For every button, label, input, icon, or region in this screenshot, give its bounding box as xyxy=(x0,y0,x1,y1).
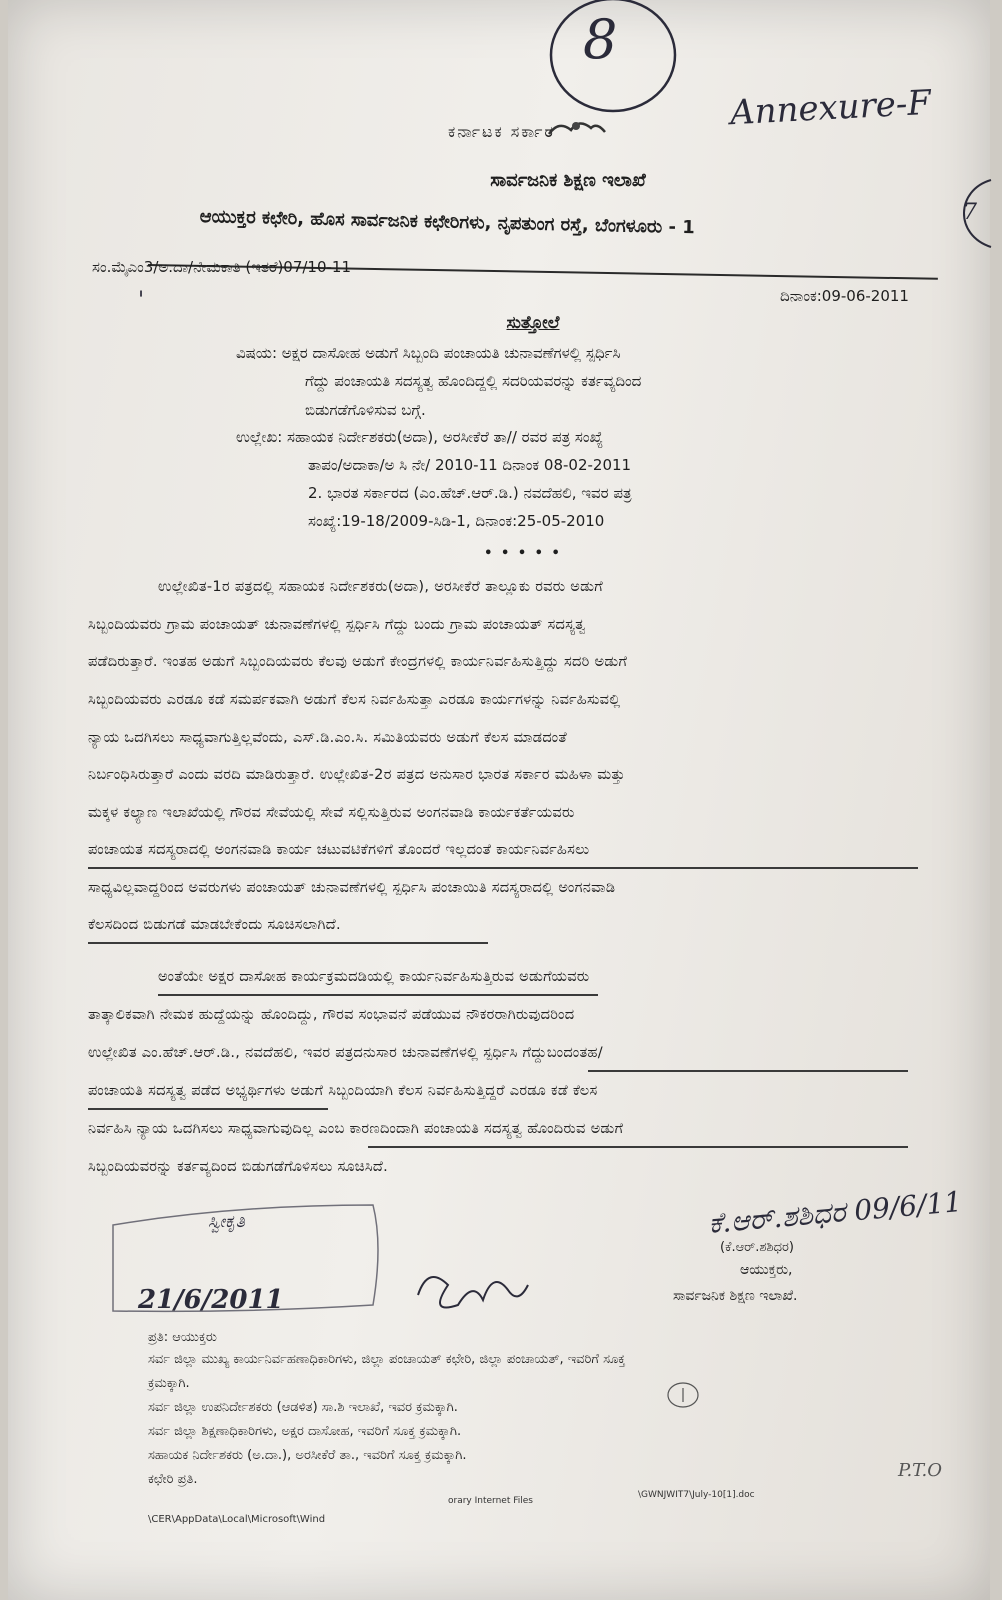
pen-mark: ' xyxy=(138,288,145,313)
footer-path-mid: orary Internet Files xyxy=(448,1496,533,1506)
circular-date: ದಿನಾಂಕ:09-06-2011 xyxy=(780,287,909,305)
para1-line-6: ನಿರ್ಬಂಧಿಸಿರುತ್ತಾರೆ ಎಂದು ವರದಿ ಮಾಡಿರುತ್ತಾರೆ. ಉಲ್ಲೇಖಿತ-2ರ ಪತ್ರದ ಅನುಸಾರ ಭಾರತ ಸರ್ಕಾರ ಮಹಿಳಾ ಮತ್ತು xyxy=(88,767,626,783)
document-page xyxy=(8,0,990,1600)
distribution-line-1: ಪ್ರತಿ: ಆಯುಕ್ತರು xyxy=(148,1330,217,1345)
page-turn-note: P.T.O xyxy=(898,1460,943,1481)
initials-scribble xyxy=(408,1255,538,1325)
side-mark-number: 7 xyxy=(963,200,977,225)
subject-line-2: ಗೆದ್ದು ಪಂಚಾಯತಿ ಸದಸ್ಯತ್ವ ಹೊಂದಿದ್ದಲ್ಲಿ ಸದರಿಯವರನ್ನು ಕರ್ತವ್ಯದಿಂದ xyxy=(305,372,642,390)
para2-line-1: ಅಂತೆಯೇ ಅಕ್ಷರ ದಾಸೋಹ ಕಾರ್ಯಕ್ರಮದಡಿಯಲ್ಲಿ ಕಾರ್ಯನಿರ್ವಹಿಸುತ್ತಿರುವ ಅಡುಗೆಯವರು xyxy=(158,969,590,985)
footer-path-left: \CER\AppData\Local\Microsoft\Wind xyxy=(148,1514,326,1525)
distribution-line-7: ಕಛೇರಿ ಪ್ರತಿ. xyxy=(148,1472,198,1487)
para2-line-6: ಸಿಬ್ಬಂದಿಯವರನ್ನು ಕರ್ತವ್ಯದಿಂದ ಬಿಡುಗಡೆಗೊಳಿಸಲು ಸೂಚಿಸಿದೆ. xyxy=(88,1159,388,1175)
para1-underline-a xyxy=(88,942,488,944)
para1-line-8: ಪಂಚಾಯತ ಸದಸ್ಯರಾದಲ್ಲಿ ಅಂಗನವಾಡಿ ಕಾರ್ಯ ಚಟುವಟಿಕೆಗಳಿಗೆ ತೊಂದರೆ ಇಲ್ಲದಂತೆ ಕಾರ್ಯನಿರ್ವಹಿಸಲು xyxy=(88,842,590,858)
received-stamp-date: 21/6/2011 xyxy=(138,1285,284,1315)
reference-line-4: ಸಂಖ್ಯೆ:19-18/2009-ಸಿಡಿ-1, ದಿನಾಂಕ:25-05-2010 xyxy=(308,512,605,530)
commissioner-signature: ಕೆ.ಆರ್.ಶಶಿಧರ 09/6/11 xyxy=(707,1184,964,1241)
para2-underline-c xyxy=(88,1108,328,1110)
reference-line-1: ಉಲ್ಲೇಖ: ಸಹಾಯಕ ನಿರ್ದೇಶಕರು(ಅದಾ), ಅರಸೀಕೆರೆ ತಾ// ರವರ ಪತ್ರ ಸಂಖ್ಯೆ xyxy=(236,428,604,446)
para2-underline-a xyxy=(158,994,598,996)
para1-line-9: ಸಾಧ್ಯವಿಲ್ಲವಾದ್ದರಿಂದ ಅವರುಗಳು ಪಂಚಾಯತ್ ಚುನಾವಣೆಗಳಲ್ಲಿ ಸ್ಪರ್ಧಿಸಿ ಪಂಚಾಯಿತಿ ಸದಸ್ಯರಾದಲ್ಲಿ ಅಂಗನವಾಡಿ xyxy=(88,880,616,896)
separator-dots: • • • • • xyxy=(484,546,562,561)
distribution-line-2: ಸರ್ವ ಜಿಲ್ಲಾ ಮುಖ್ಯ ಕಾರ್ಯನಿರ್ವಹಣಾಧಿಕಾರಿಗಳು, ಜಿಲ್ಲಾ ಪಂಚಾಯತ್ ಕಛೇರಿ, ಜಿಲ್ಲಾ ಪಂಚಾಯತ್, ಇವರಿಗೆ ಸೂಕ್ತ xyxy=(148,1352,626,1367)
para1-underline-b xyxy=(88,867,918,869)
reference-line-3: 2. ಭಾರತ ಸರ್ಕಾರದ (ಎಂ.ಹೆಚ್.ಆರ್.ಡಿ.) ನವದೆಹಲಿ, ಇವರ ಪತ್ರ xyxy=(308,484,632,502)
emblem-icon xyxy=(541,114,611,146)
distribution-line-5: ಸರ್ವ ಜಿಲ್ಲಾ ಶಿಕ್ಷಣಾಧಿಕಾರಿಗಳು, ಅಕ್ಷರ ದಾಸೋಹ, ಇವರಿಗೆ ಸೂಕ್ತ ಕ್ರಮಕ್ಕಾಗಿ. xyxy=(148,1424,462,1439)
para2-underline-b xyxy=(588,1070,908,1072)
header-department: ಸಾರ್ವಜನಿಕ ಶಿಕ್ಷಣ ಇಲಾಖೆ xyxy=(490,170,646,191)
distribution-line-3: ಕ್ರಮಕ್ಕಾಗಿ. xyxy=(148,1376,190,1391)
para2-line-5: ನಿರ್ವಹಿಸಿ ನ್ಯಾಯ ಒದಗಿಸಲು ಸಾಧ್ಯವಾಗುವುದಿಲ್ಲ ಎಂಬ ಕಾರಣದಿಂದಾಗಿ ಪಂಚಾಯತಿ ಸದಸ್ಯತ್ವ ಹೊಂದಿರುವ ಅಡುಗೆ xyxy=(88,1121,624,1137)
footer-path-right: \GWNJWIT7\July-10[1].doc xyxy=(638,1490,755,1500)
distribution-line-4: ಸರ್ವ ಜಿಲ್ಲಾ ಉಪನಿರ್ದೇಶಕರು (ಆಡಳಿತ) ಸಾ.ಶಿ ಇಲಾಖೆ, ಇವರ ಕ್ರಮಕ್ಕಾಗಿ. xyxy=(148,1400,458,1415)
para1-line-3: ಪಡೆದಿರುತ್ತಾರೆ. ಇಂತಹ ಅಡುಗೆ ಸಿಬ್ಬಂದಿಯವರು ಕೆಲವು ಅಡುಗೆ ಕೇಂದ್ರಗಳಲ್ಲಿ ಕಾರ್ಯನಿರ್ವಹಿಸುತ್ತಿದ್ದು ಸದರಿ ಅಡುಗೆ xyxy=(88,654,628,670)
reference-line-2: ತಾಪಂ/ಅದಾಕಾ/ಅ ಸಿ ನೇ/ 2010-11 ದಿನಾಂಕ 08-02-2011 xyxy=(308,456,632,474)
subject-line-1: ವಿಷಯ: ಅಕ್ಷರ ದಾಸೋಹ ಅಡುಗೆ ಸಿಬ್ಬಂದಿ ಪಂಚಾಯತಿ ಚುನಾವಣೆಗಳಲ್ಲಿ ಸ್ಪರ್ಧಿಸಿ xyxy=(236,344,621,362)
header-office-address: ಆಯುಕ್ತರ ಕಛೇರಿ, ಹೊಸ ಸಾರ್ವಜನಿಕ ಕಛೇರಿಗಳು, ನೃಪತುಂಗ ರಸ್ತೆ, ಬೆಂಗಳೂರು - 1 xyxy=(199,206,695,239)
signatory-name: (ಕೆ.ಆರ್.ಶಶಿಧರ) xyxy=(720,1240,794,1255)
signatory-department: ಸಾರ್ವಜನಿಕ ಶಿಕ್ಷಣ ಇಲಾಖೆ. xyxy=(673,1288,798,1304)
signatory-designation: ಆಯುಕ್ತರು, xyxy=(740,1262,793,1278)
para2-line-4: ಪಂಚಾಯತಿ ಸದಸ್ಯತ್ವ ಪಡೆದ ಅಭ್ಯರ್ಥಿಗಳು ಅಡುಗೆ ಸಿಬ್ಬಂದಿಯಾಗಿ ಕೆಲಸ ನಿರ್ವಹಿಸುತ್ತಿದ್ದರೆ ಎರಡೂ ಕಡೆ ಕೆಲಸ xyxy=(88,1083,598,1099)
annexure-label: Annexure-F xyxy=(729,82,932,134)
subject-line-3: ಬಿಡುಗಡೆಗೊಳಿಸುವ ಬಗ್ಗೆ. xyxy=(305,401,426,419)
para2-line-2: ತಾತ್ಕಾಲಿಕವಾಗಿ ನೇಮಕ ಹುದ್ದೆಯನ್ನು ಹೊಂದಿದ್ದು, ಗೌರವ ಸಂಭಾವನೆ ಪಡೆಯುವ ನೌಕರರಾಗಿರುವುದರಿಂದ xyxy=(88,1007,575,1023)
distribution-line-6: ಸಹಾಯಕ ನಿರ್ದೇಶಕರು (ಅ.ದಾ.), ಅರಸೀಕೆರೆ ತಾ., ಇವರಿಗೆ ಸೂಕ್ತ ಕ್ರಮಕ್ಕಾಗಿ. xyxy=(148,1448,467,1463)
top-mark-number: 8 xyxy=(583,8,618,71)
para1-line-7: ಮಕ್ಕಳ ಕಲ್ಯಾಣ ಇಲಾಖೆಯಲ್ಲಿ ಗೌರವ ಸೇವೆಯಲ್ಲಿ ಸೇವೆ ಸಲ್ಲಿಸುತ್ತಿರುವ ಅಂಗನವಾಡಿ ಕಾರ್ಯಕರ್ತೆಯವರು xyxy=(88,805,575,821)
reference-number: ಸಂ.ಮೈಎಂ3/ಅ.ದಾ/ನೇಮಕಾತಿ (ಇತರೆ)07/10-11 xyxy=(92,258,352,276)
para2-line-3: ಉಲ್ಲೇಖಿತ ಎಂ.ಹೆಚ್.ಆರ್.ಡಿ., ನವದೆಹಲಿ, ಇವರ ಪತ್ರದನುಸಾರ ಚುನಾವಣೆಗಳಲ್ಲಿ ಸ್ಪರ್ಧಿಸಿ ಗೆದ್ದುಬಂದಂತಹ/ xyxy=(88,1045,603,1061)
received-stamp-label: ಸ್ವೀಕೃತಿ xyxy=(208,1212,245,1232)
header-line-1: ಕರ್ನಾಟಕ ಸರ್ಕಾರ xyxy=(448,122,555,141)
circular-title: ಸುತ್ತೋಲೆ xyxy=(506,313,560,333)
para2-underline-d xyxy=(368,1146,908,1148)
circled-one-mark xyxy=(663,1380,703,1410)
para1-line-10: ಕೆಲಸದಿಂದ ಬಿಡುಗಡೆ ಮಾಡಬೇಕೆಂದು ಸೂಚಿಸಲಾಗಿದೆ. xyxy=(88,917,341,933)
para1-line-4: ಸಿಬ್ಬಂದಿಯವರು ಎರಡೂ ಕಡೆ ಸಮರ್ಪಕವಾಗಿ ಅಡುಗೆ ಕೆಲಸ ನಿರ್ವಹಿಸುತ್ತಾ ಎರಡೂ ಕಾರ್ಯಗಳನ್ನು ನಿರ್ವಹಿಸುವಲ್ಲಿ xyxy=(88,692,621,708)
para1-line-1: ಉಲ್ಲೇಖಿತ-1ರ ಪತ್ರದಲ್ಲಿ ಸಹಾಯಕ ನಿರ್ದೇಶಕರು(ಅದಾ), ಅರಸೀಕೆರೆ ತಾಲ್ಲೂಕು ರವರು ಅಡುಗೆ xyxy=(158,579,603,595)
para1-line-2: ಸಿಬ್ಬಂದಿಯವರು ಗ್ರಾಮ ಪಂಚಾಯತ್ ಚುನಾವಣೆಗಳಲ್ಲಿ ಸ್ಪರ್ಧಿಸಿ ಗೆದ್ದು ಬಂದು ಗ್ರಾಮ ಪಂಚಾಯತ್ ಸದಸ್ಯತ್ವ xyxy=(88,617,586,633)
para1-line-5: ನ್ಯಾಯ ಒದಗಿಸಲು ಸಾಧ್ಯವಾಗುತ್ತಿಲ್ಲವೆಂದು, ಎಸ್.ಡಿ.ಎಂ.ಸಿ. ಸಮಿತಿಯವರು ಅಡುಗೆ ಕೆಲಸ ಮಾಡದಂತೆ xyxy=(88,730,567,746)
